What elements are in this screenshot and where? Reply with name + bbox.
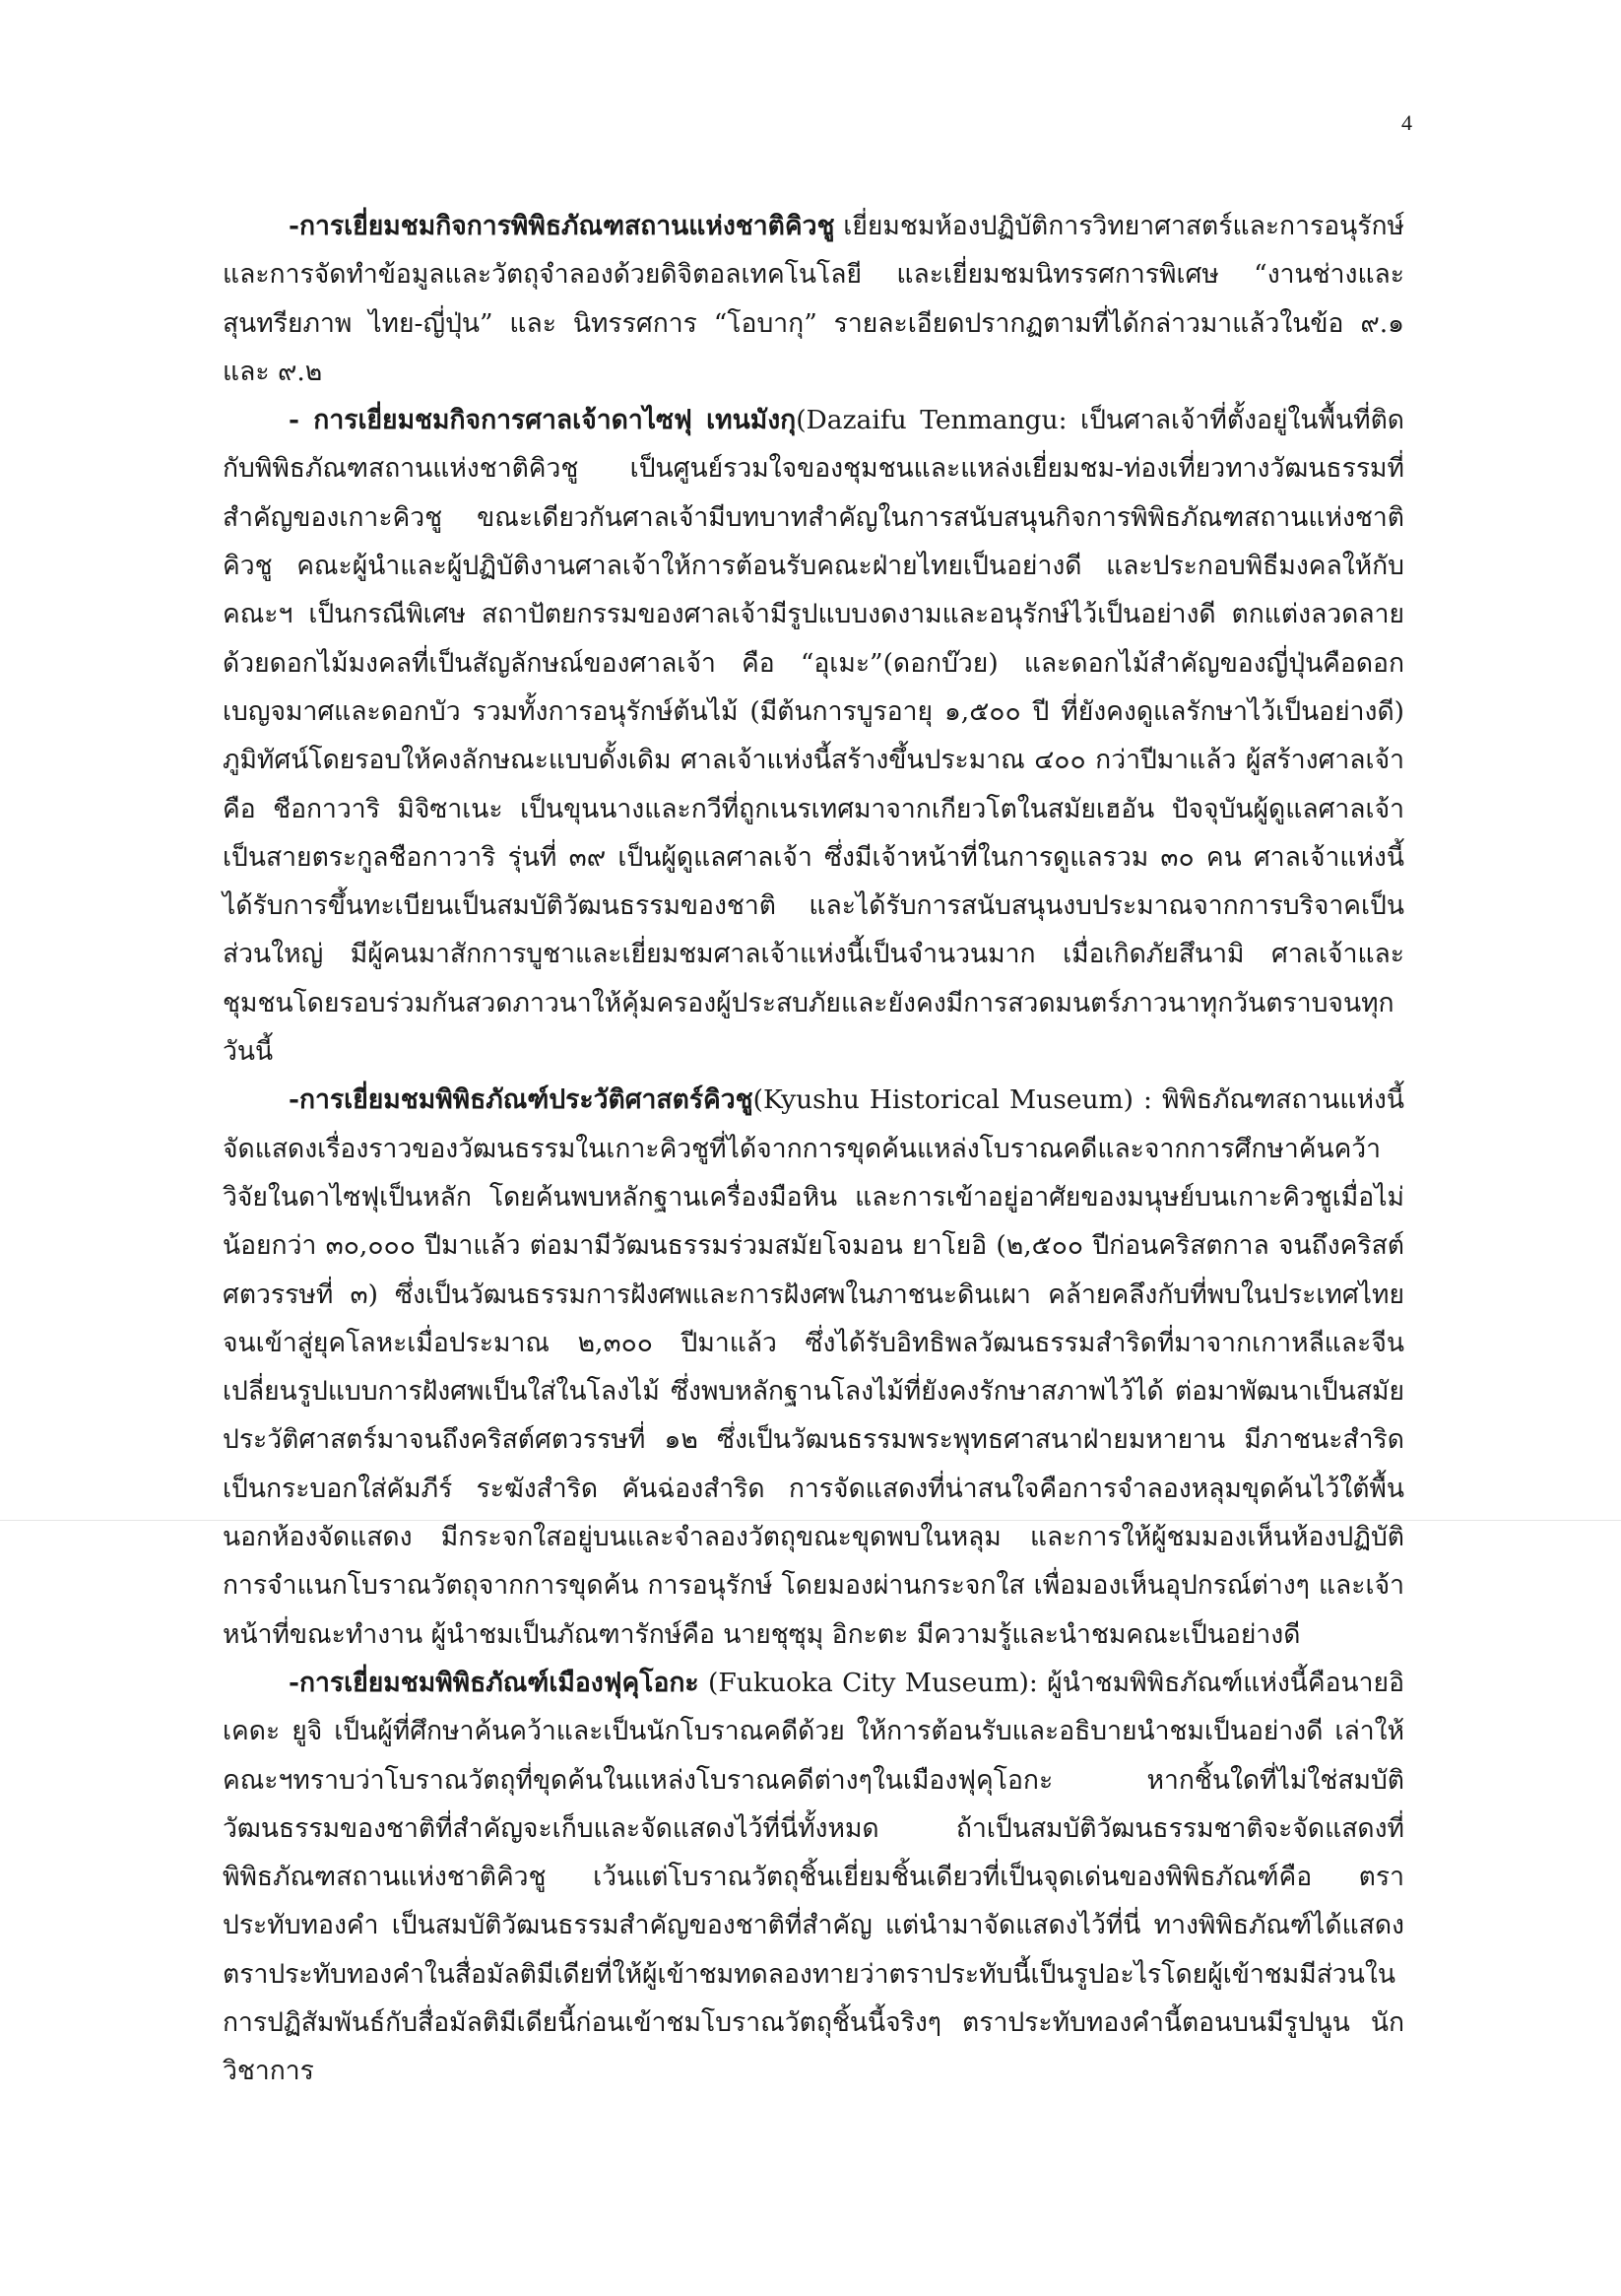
paragraph-heading: -การเยี่ยมชมกิจการพิพิธภัณฑสถานแห่งชาติคิวชู xyxy=(289,211,835,241)
scan-artifact-line xyxy=(0,1520,1621,1521)
page-number: 4 xyxy=(1401,110,1412,135)
paragraph-text: (Kyushu Historical Museum) : พิพิธภัณฑสถานแห่งนี้จัดแสดงเรื่องราวของวัฒนธรรมในเกาะคิวชูที่ได้จากการขุดค้นแหล่งโบราณคดีและจากการศึกษาค้นคว้าวิจัยในดาไซฟุเป็นหลัก โดยค้นพบหลักฐานเครื่องมือหิน และการเข้าอยู่อาศัยของมนุษย์บนเกาะคิวชูเมื่อไม่น้อยกว่า ๓๐,๐๐๐ ปีมาแล้ว ต่อมามีวัฒนธรรมร่วมสมัยโจมอน ยาโยอิ (๒,๕๐๐ ปีก่อนคริสตกาล จนถึงคริสต์ศตวรรษที่ ๓) ซึ่งเป็นวัฒนธรรมการฝังศพและการฝังศพในภาชนะดินเผา คล้ายคลึงกับที่พบในประเทศไทย จนเข้าสู่ยุคโลหะเมื่อประมาณ ๒,๓๐๐ ปีมาแล้ว ซึ่งได้รับอิทธิพลวัฒนธรรมสำริดที่มาจากเกาหลีและจีน เปลี่ยนรูปแบบการฝังศพเป็นใส่ในโลงไม้ ซึ่งพบหลักฐานโลงไม้ที่ยังคงรักษาสภาพไว้ได้ ต่อมาพัฒนาเป็นสมัยประวัติศาสตร์มาจนถึงคริสต์ศตวรรษที่ ๑๒ ซึ่งเป็นวัฒนธรรมพระพุทธศาสนาฝ่ายมหายาน มีภาชนะสำริดเป็นกระบอกใส่คัมภีร์ ระฆังสำริด คันฉ่องสำริด การจัดแสดงที่น่าสนใจคือการจำลองหลุมขุดค้นไว้ใต้พื้นนอกห้องจัดแสดง มีกระจกใสอยู่บนและจำลองวัตถุขณะขุดพบในหลุม และการให้ผู้ชมมองเห็นห้องปฏิบัติการจำแนกโบราณวัตถุจากการขุดค้น การอนุรักษ์ โดยมองผ่านกระจกใส เพื่อมองเห็นอุปกรณ์ต่างๆ และเจ้าหน้าที่ขณะทำงาน ผู้นำชมเป็นภัณฑารักษ์คือ นายชุซุมุ อิกะตะ มีความรู้และนำชมคณะเป็นอย่างดี xyxy=(223,1084,1404,1650)
paragraph-kyushu-historical-museum xyxy=(223,1076,1404,1659)
paragraph-heading: -การเยี่ยมชมพิพิธภัณฑ์เมืองฟุคุโอกะ xyxy=(289,1667,699,1698)
paragraph-text: (Dazaifu Tenmangu: เป็นศาลเจ้าที่ตั้งอยู่ในพื้นที่ติดกับพิพิธภัณฑสถานแห่งชาติคิวชู เป็นศูนย์รวมใจของชุมชนและแหล่งเยี่ยมชม-ท่องเที่ยวทางวัฒนธรรมที่สำคัญของเกาะคิวชู ขณะเดียวกันศาลเจ้ามีบทบาทสำคัญในการสนับสนุนกิจการพิพิธภัณฑสถานแห่งชาติคิวชู คณะผู้นำและผู้ปฏิบัติงานศาลเจ้าให้การต้อนรับคณะฝ่ายไทยเป็นอย่างดี และประกอบพิธีมงคลให้กับคณะฯ เป็นกรณีพิเศษ สถาปัตยกรรมของศาลเจ้ามีรูปแบบงดงามและอนุรักษ์ไว้เป็นอย่างดี ตกแต่งลวดลายด้วยดอกไม้มงคลที่เป็นสัญลักษณ์ของศาลเจ้า คือ “อุเมะ”(ดอกบ๊วย) และดอกไม้สำคัญของญี่ปุ่นคือดอกเบญจมาศและดอกบัว รวมทั้งการอนุรักษ์ต้นไม้ (มีต้นการบูรอายุ ๑,๕๐๐ ปี ที่ยังคงดูแลรักษาไว้เป็นอย่างดี) ภูมิทัศน์โดยรอบให้คงลักษณะแบบดั้งเดิม ศาลเจ้าแห่งนี้สร้างขึ้นประมาณ ๔๐๐ กว่าปีมาแล้ว ผู้สร้างศาลเจ้าคือ ชือกาวาริ มิจิซาเนะ เป็นขุนนางและกวีที่ถูกเนรเทศมาจากเกียวโตในสมัยเฮอัน ปัจจุบันผู้ดูแลศาลเจ้าเป็นสายตระกูลชือกาวาริ รุ่นที่ ๓๙ เป็นผู้ดูแลศาลเจ้า ซึ่งมีเจ้าหน้าที่ในการดูแลรวม ๓๐ คน ศาลเจ้าแห่งนี้ได้รับการขึ้นทะเบียนเป็นสมบัติวัฒนธรรมของชาติ และได้รับการสนับสนุนงบประมาณจากการบริจาคเป็นส่วนใหญ่ มีผู้คนมาสักการบูชาและเยี่ยมชมศาลเจ้าแห่งนี้เป็นจำนวนมาก เมื่อเกิดภัยสึนามิ ศาลเจ้าและชุมชนโดยรอบร่วมกันสวดภาวนาให้คุ้มครองผู้ประสบภัยและยังคงมีการสวดมนตร์ภาวนาทุกวันตราบจนทุกวันนี้ xyxy=(223,405,1405,1068)
document-body xyxy=(223,202,1404,2096)
paragraph-dazaifu-tenmangu xyxy=(223,396,1404,1076)
paragraph-text: เยี่ยมชมห้องปฏิบัติการวิทยาศาสตร์และการอนุรักษ์ และการจัดทำข้อมูลและวัตถุจำลองด้วยดิจิตอลเทคโนโลยี และเยี่ยมชมนิทรรศการพิเศษ “งานช่างและสุนทรียภาพ ไทย-ญี่ปุ่น” และ นิทรรศการ “โอบากุ” รายละเอียดปรากฏตามที่ได้กล่าวมาแล้วในข้อ ๙.๑ และ ๙.๒ xyxy=(223,211,1404,387)
paragraph-heading: -การเยี่ยมชมพิพิธภัณฑ์ประวัติศาสตร์คิวชู xyxy=(289,1084,753,1116)
paragraph-text: (Fukuoka City Museum): ผู้นำชมพิพิธภัณฑ์แห่งนี้คือนายอิเคดะ ยูจิ เป็นผู้ที่ศึกษาค้นคว้าและเป็นนักโบราณคดีด้วย ให้การต้อนรับและอธิบายนำชมเป็นอย่างดี เล่าให้คณะฯทราบว่าโบราณวัตถุที่ขุดค้นในแหล่งโบราณคดีต่างๆในเมืองฟุคุโอกะ หากชิ้นใดที่ไม่ใช่สมบัติวัฒนธรรมของชาติที่สำคัญจะเก็บและจัดแสดงไว้ที่นี่ทั้งหมด ถ้าเป็นสมบัติวัฒนธรรมชาติจะจัดแสดงที่พิพิธภัณฑสถานแห่งชาติคิวชู เว้นแต่โบราณวัตถุชิ้นเยี่ยมชิ้นเดียวที่เป็นจุดเด่นของพิพิธภัณฑ์คือ ตราประทับทองคำ เป็นสมบัติวัฒนธรรมสำคัญของชาติที่สำคัญ แต่นำมาจัดแสดงไว้ที่นี่ ทางพิพิธภัณฑ์ได้แสดงตราประทับทองคำในสื่อมัลติมีเดียที่ให้ผู้เข้าชมทดลองทายว่าตราประทับนี้เป็นรูปอะไรโดยผู้เข้าชมมีส่วนในการปฏิสัมพันธ์กับสื่อมัลติมีเดียนี้ก่อนเข้าชมโบราณวัตถุชิ้นนี้จริงๆ ตราประทับทองคำนี้ตอนบนมีรูปนูน นักวิชาการ xyxy=(223,1667,1404,2087)
paragraph-fukuoka-city-museum xyxy=(223,1659,1404,2096)
paragraph-kyushu-national-museum xyxy=(223,202,1404,396)
paragraph-heading: - การเยี่ยมชมกิจการศาลเจ้าดาไซฟุ เทนมังกุ xyxy=(289,405,797,436)
